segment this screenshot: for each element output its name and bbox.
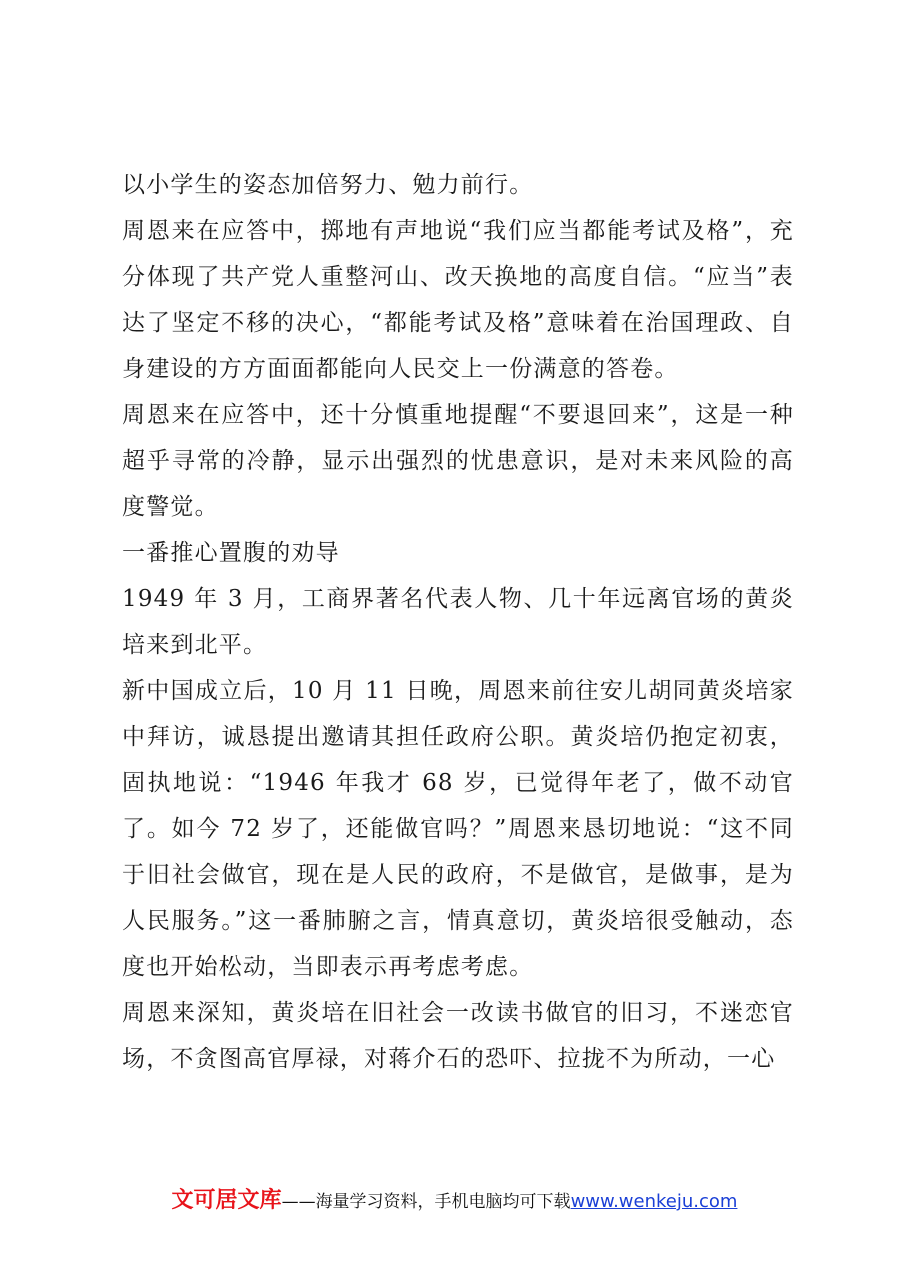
document-body	[122, 162, 794, 1082]
footer-slogan: ——海量学习资料，手机电脑均可下载	[281, 1192, 571, 1212]
paragraph: 周恩来在应答中，还十分慎重地提醒“不要退回来”，这是一种超乎寻常的冷静，显示出强烈的忧患意识，是对未来风险的高度警觉。	[122, 402, 794, 520]
paragraph: 周恩来深知，黄炎培在旧社会一改读书做官的旧习，不迷恋官场，不贪图高官厚禄，对蒋介石的恐吓、拉拢不为所动，一心	[122, 1000, 794, 1072]
footer-brand: 文可居文库	[171, 1188, 282, 1213]
paragraph: 以小学生的姿态加倍努力、勉力前行。	[122, 172, 534, 198]
section-heading: 一番推心置腹的劝导	[122, 540, 340, 566]
paragraph: 周恩来在应答中，掷地有声地说“我们应当都能考试及格”，充分体现了共产党人重整河山、改天换地的高度自信。“应当”表达了坚定不移的决心，“都能考试及格”意味着在治国理政、自身建设的方方面面都能向人民交上一份满意的答卷。	[122, 218, 794, 382]
paragraph: 1949 年 3 月，工商界著名代表人物、几十年远离官场的黄炎培来到北平。	[122, 586, 794, 658]
footer-website-link[interactable]: www.wenkeju.com	[570, 1191, 738, 1212]
footer-banner	[0, 1183, 909, 1214]
paragraph: 新中国成立后，10 月 11 日晚，周恩来前往安儿胡同黄炎培家中拜访，诚恳提出邀请其担任政府公职。黄炎培仍抱定初衷，固执地说：“1946 年我才 68 岁，已觉得年老了，做不动官了。如今 72 岁了，还能做官吗？”周恩来恳切地说：“这不同于旧社会做官，现在是人民的政府，不是做官，是做事，是为人民服务。”这一番肺腑之言，情真意切，黄炎培很受触动，态度也开始松动，当即表示再考虑考虑。	[122, 678, 794, 980]
